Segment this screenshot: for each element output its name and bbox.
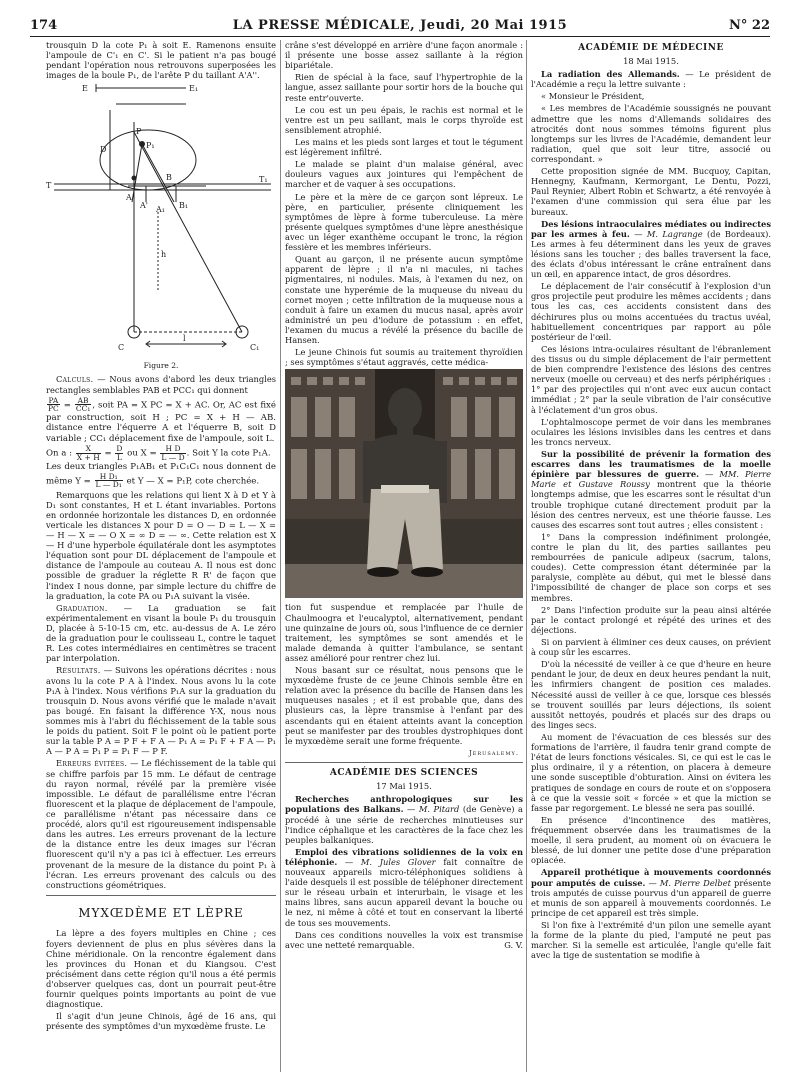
column-divider: [280, 40, 281, 1072]
article-paragraph: Si l'on fixe à l'extrémité d'un pilon une semelle ayant la forme de la plante du pied, l'amputé ne peut pas marcher. Si la semelle est articulée, l'angle qu'elle fait avec la tige de sustentation se modifie à: [531, 919, 771, 961]
letter-salutation: « Monsieur le Président,: [541, 91, 645, 102]
column-1: trousquin D la cote P₁ à soit E. Ramenons ensuite l'ampoule de C'₁ en C'. Si le patient n'a pas bougé pendant l'opération nous retrouvons superposées les images de la boule P₁, de l'arête P du taillant A'A''. E E₁ D P P₁ A A' B B₁ T T₁ h C C₁ l A₁ Figure 2. Calculs. — Nous avons d'abord les deux triangles rectangles semblables PAB et PCC₁ qui donnent $\frac{PA}{PC}$ = $\frac{AB}{\text{CC₁}}$ , soit PA = X PC = X + AC. Or, AC est fixé par construction, soit H ; PC = X + H — AB. distance entre l'équerre A et l'équerre B, soit D variable ; CC₁ déplacement fixe de l'ampoule, soit L. On a : $\frac{X}{X + H}$ = $\frac{D}{L}$ ou X = $\frac{\text{H D}}{L — D}$ . Soit Y la cote P₁A. Les deux triangles P₁AB₁ et P₁C₁C₁ nous donnent de même Y = $\frac{\text{H D₁}}{\text{L — D₁}}$ et Y — X = P₁P, cote cherchée. Remarquons que les relations qui lient X à D et Y à D₁ sont constantes, H et L étant invariables. Portons en ordonnée horizontale les distances D, en ordonnée verticale les distances X pour D = O — D = L — X = — H — X = — O X = ∞ D = — ∞. Cette relation est X — H d'une hyperbole équilatérale dont les asymptotes l'équation sont pour DL déplacement de l'ampoule et distance de l'ampoule au couteau A. Il nous est donc possible de graduer la réglette R R' de façon que l'index I nous donne, par simple lecture du chiffre de la graduation, la cote PA ou P₁A suivant la visée. Graduation. — La graduation se fait expérimentalement en visant la boule P₁ du trousquin D, placée à 5-10-15 cm, etc. au-dessus de A. Le zéro de la graduation pour le coulisseau L, contre le taquet R. Les cotes intermédiaires en centimètres se tracent par interpolation. Résultats. — Suivons les opérations décrites : nous avons lu la cote P A à l'index. Nous avons lu la cote P₁A à l'index. Nous vérifions P₁A sur la graduation du trousquin D. Nous avons vérifié que le malade n'avait pas bougé. En faisant la différence Y-X, nous nous sommes mis à l'abri du fléchissement de la table sous le poids du patient. Soit F le point où le patient porte sur la table P A = P F + F A — P₁ A = P₁ F + F A — P₁ A — P A = P₁ P = P₁ F — P F. Erreurs évitées. — Le fléchissement de la table qui se chiffre parfois par 15 mm. Le défaut de centrage du rayon normal, révélé par la première visée impossible. Le défaut de parallélisme entre l'écran fluorescent et la plaque de déplacement de l'ampoule, ce parallélisme n'étant pas nécessaire dans ce procédé, alors qu'il est rigoureusement indispensable dans les autres. Les erreurs provenant de la lecture de la distance entre les deux images sur l'écran fluorescent qu'il n'y a pas ici à effectuer. Les erreurs provenant de la mesure de la distance du point P₁ à l'écran. Les erreurs provenant des calculs ou des constructions géométriques. MYXŒDÈME ET LÈPRE La lèpre a des foyers multiples en Chine ; ces foyers deviennent de plus en plus sévères dans la Chine méridionale. On la rencontre également dans les provinces du Honan et du Kiangsou. C'est précisément dans cette région qu'il nous a été permis d'observer quelques cas, dont un pourrait peut-être fournir quelques points importants au point de vue diagnostique. Il s'agit d'un jeune Chinois, âgé de 16 ans, qui présente des symptômes d'un myxœdème fruste. Le: [46, 40, 276, 1032]
article-paragraph: Le malade se plaint d'un malaise général, avec douleurs vagues aux jointures qui l'empêchent de marcher et de vaquer à ses occupations.: [285, 159, 523, 190]
issue-number: N° 22: [729, 18, 770, 33]
report-signature: G. V.: [504, 939, 523, 950]
article-paragraph: Ces lésions intra-oculaires résultant de l'ébranlement des tissus ou du simple déplacement de l'air permettent de bien comprendre l'existence des lésions des centres nerveux (moelle ou cerveau) et des nerfs périphériques : 1° par des projectiles qui n'ont avec eux aucun contact immédiat ; 2° par la seule vibration de l'air consécutive à l'éclatement d'un gros obus.: [531, 343, 771, 415]
academie-sciences-title: ACADÉMIE DES SCIENCES: [329, 768, 479, 779]
report-title: Sur la possibilité de prévenir la formation des escarres dans les traumatismes de la moelle épinière par blessures de guerre.: [531, 449, 771, 480]
report-author: M. Pierre Delbet: [659, 877, 731, 888]
fig-label-p: P: [136, 127, 142, 137]
fig-label-a-prime: A': [140, 201, 148, 211]
article-paragraph: Rien de spécial à la face, sauf l'hypertrophie de la langue, assez saillante pour sortir hors de la bouche qui reste entr'ouverte.: [285, 72, 523, 103]
report-title: Recherches anthropologiques sur les populations des Balkans.: [285, 794, 523, 815]
fig-label-h: h: [161, 250, 167, 260]
fig-label-a: A: [126, 193, 132, 203]
column-2: crâne s'est développé en arrière d'une façon anormale : il présente une bosse assez saillante à la région bipariétale. Rien de spécial à la face, sauf l'hypertrophie de la langue, assez saillante pour sortir hors de la bouche qui reste entr'ouverte. Le cou est un peu épais, le rachis est normal et le ventre est un peu saillant, mais le corps thyroïde est sensiblement atrophié. Les mains et les pieds sont larges et tout le tégument est légèrement infiltré. Le malade se plaint d'un malaise général, avec douleurs vagues aux jointures qui l'empêchent de marcher et de vaquer à ses occupations. Le père et la mère de ce garçon sont lépreux. Le père, en particulier, présente cliniquement les symptômes de lèpre à forme tuberculeuse. La mère présente quelques symptômes d'une lèpre anesthésique avec un léger exanthème occupant le tronc, la région fessière et les membres inférieurs. Quant au garçon, il ne présente aucun symptôme apparent de lèpre ; il n'a ni macules, ni taches pigmentaires, ni nodules. Mais, à l'examen du nez, on constate une hyperémie de la muqueuse du niveau du cornet moyen ; cette infiltration de la muqueuse nous a conduit à faire un examen du mucus nasal, après avoir administré un peu d'iodure de potassium : en effet, l'examen du mucus a révélé la présence du bacille de Hansen. Le jeune Chinois fut soumis au traitement thyroïdien ; ses symptômes s'étaut aggravés, cette médica- tion fut suspendue et remplacée par l'huile de Chaulmoogra et l'eucalyptol, alternativement, pendant une quinzaine de jours où, sous l'influence de ce dernier traitement, les symptômes se sont amendés et le malade demanda à quitter l'ambulance, se sentant assez amélioré pour rentrer chez lui. Nous basant sur ce résultat, nous pensons que le myxœdème fruste de ce jeune Chinois semble être en relation avec la présence du bacille de Hansen dans les muqueuses nasales ; et il est probable que, dans des plusieurs cas, la lèpre transmise à l'enfant par des ascendants qui en étaient atteints avant la conception peut se manifester par des troubles dystrophiques dont le myxœdème serait une forme fréquente. Jérusalemy. ACADÉMIE DES SCIENCES 17 Mai 1915. Recherches anthropologiques sur les populations des Balkans. — M. Pitard (de Genève) a procédé à une série de recherches minutieuses sur l'indice céphalique et les caractères de la face chez les peuples balkaniques. Emploi des vibrations solidiennes de la voix en téléphonie. — M. Jules Glover fait connaître de nouveaux appareils micro-téléphoniques solidiens à l'aide desquels il est possible de téléphoner directement sur le réseau urbain et interurbain, le visage et les mains libres, sans aucun appareil devant la bouche ou le nez, ni même à côté et tout en conservant la liberté de tous ses mouvements. Dans ces conditions nouvelles la voix est transmise avec une netteté remarquable. G. V.: [285, 40, 523, 950]
graduation-heading: Graduation.: [56, 602, 108, 613]
calculs-heading: Calculs.: [56, 374, 94, 385]
academie-medecine-date: 18 Mai 1915.: [623, 55, 679, 66]
letter-body: « Les membres de l'Académie soussignés ne pouvant admettre que les noms d'Allemands solidaires des atrocités dont nous sommes témoins figurent plus longtemps sur les livres de l'Académie, demandent leur radiation, quel que soit leur titre, associé ou correspondant. »: [531, 103, 771, 164]
myxoedeme-paragraph: Il s'agit d'un jeune Chinois, âgé de 16 ans, qui présente des symptômes d'un myxœdème fruste. Le: [46, 1011, 276, 1032]
academie-medecine-title: ACADÉMIE DE MÉDECINE: [578, 43, 724, 53]
resultats-heading: Résultats.: [56, 665, 101, 676]
newspaper-title: LA PRESSE MÉDICALE, Jeudi, 20 Mai 1915: [232, 18, 568, 33]
formula-y: Les deux triangles P₁AB₁ et P₁C₁C₁ nous donnent de même Y = $\frac{\text{H D₁}}{\text{L — D₁}}$ et Y — X = P₁P, cote cherchée.: [46, 462, 276, 490]
column-3: ACADÉMIE DE MÉDECINE 18 Mai 1915. La radiation des Allemands. — Le président de l'Académie a reçu la lettre suivante : « Monsieur le Président, « Les membres de l'Académie soussignés ne pouvant admettre que les noms d'Allemands solidaires des atrocités dont nous sommes témoins figurent plus longtemps sur les livres de l'Académie, demandent leur radiation, quel que soit leur titre, associé ou correspondant. » Cette proposition signée de MM. Bucquoy, Capitan, Hennegny, Kaufmann, Kermorgant, Le Dentu, Pozzi, Paul Reynier, Albert Robin et Schwartz, a été renvoyée à l'examen d'une commission qui sera élue par les bureaux. Des lésions intraoculaires médiates ou indirectes par les armes à feu. — M. Lagrange (de Bordeaux). Les armes à feu déterminent dans les yeux de graves lésions sans les toucher ; des balles traversent la face, des éclats d'obus intéressant le crâne entraînent dans un œil, en apparence intact, de gros désordres. Le déplacement de l'air consécutif à l'explosion d'un gros projectile peut produire les mêmes accidents ; dans tous les cas, ces accidents consistent dans des déchirures plus ou moins accentuées du tractus uvéal, habituellement concentriques par rapport au pôle postérieur de l'œil. Ces lésions intra-oculaires résultant de l'ébranlement des tissus ou du simple déplacement de l'air permettent de bien comprendre l'existence des lésions des centres nerveux (moelle ou cerveau) et des nerfs périphériques : 1° par des projectiles qui n'ont avec eux aucun contact immédiat ; 2° par la seule vibration de l'air consécutive à l'éclatement d'un gros obus. L'ophtalmoscope permet de voir dans les membranes oculaires les lésions invisibles dans les centres et dans les troncs nerveux. Sur la possibilité de prévenir la formation des escarres dans les traumatismes de la moelle épinière par blessures de guerre. — MM. Pierre Marie et Gustave Roussy montrent que la théorie longtemps admise, que les escarres sont le résultat d'un trouble trophique cutané directement produit par la lésion des centres nerveux, est une théorie fausse. Les causes des escarres sont tout autres ; elles consistent : 1° Dans la compression indéfiniment prolongée, contre le plan du lit, des parties saillantes peu rembourrées de panicule adipeux (sacrum, talons, coudes). Cette compression étant déterminée par la paralysie, complète au début, qui met le blessé dans l'impossibilité de changer de place son corps et ses membres. 2° Dans l'infection produite sur la peau ainsi altérée par le contact prolongé et répété des urines et des déjections. Si on parvient à éliminer ces deux causes, on prévient à coup sûr les escarres. D'où la nécessité de veiller à ce que d'heure en heure pendant le jour, de deux en deux heures pendant la nuit, les infirmiers changent de position ces malades. Nécessité aussi de veiller à ce que, lorsque ces blessés se trouvent souillés par leurs déjections, ils soient aussitôt nettoyés, poudrés et placés sur des draps ou des linges secs. Au moment de l'évacuation de ces blessés sur des formations de l'arrière, il faudra tenir grand compte de l'état de leurs fonctions vésicales. Si, ce qui est le cas le plus ordinaire, il y a rétention, on placera à demeure une sonde susceptible d'obturation. Ainsi on évitera les pratiques de sondage en cours de route et on s'opposera à ce que la vessie soit « forcée » et que la miction se fasse par regorgement. Le blessé ne sera pas souillé. En présence d'incontinence des matières, fréquemment observée dans les traumatismes de la moelle, il sera prudent, au moment où on évacuera le blessé, de lui donner une petite dose d'une préparation opiacée. Appareil prothétique à mouvements coordonnés pour amputés de cuisse. — M. Pierre Delbet présente trois amputés de cuisse pourvus d'un appareil de guerre et munis de son appareil à mouvements coordonnés. Le principe de cet appareil est très simple. Si l'on fixe à l'extrémité d'un pilon une semelle ayant la forme de la plante du pied, l'amputé ne peut pas marcher. Si la semelle est articulée, l'angle qu'elle fait avec la tige de sustentation se modifie à: [531, 43, 771, 961]
fig-label-c: C: [118, 343, 125, 353]
calculs-remarks: Remarquons que les relations qui lient X à D et Y à D₁ sont constantes, H et L étant invariables. Portons en ordonnée horizontale les distances D, en ordonnée verticale les distances X pour D = O — D = L — X = — H — X = — O X = ∞ D = — ∞. Cette relation est X — H d'une hyperbole équilatérale dont les asymptotes l'équation sont pour DL déplacement de l'ampoule et distance de l'ampoule au couteau A. Il nous est donc possible de graduer la réglette R R' de façon que l'index I nous donne, par simple lecture du chiffre de la graduation, la cote PA ou P₁A suivant la visée.: [46, 489, 276, 601]
masthead: [30, 18, 770, 37]
patient-photograph: [285, 369, 523, 598]
article-paragraph: Le père et la mère de ce garçon sont lépreux. Le père, en particulier, présente cliniquement les symptômes de lèpre à forme tuberculeuse. La mère présente quelques symptômes d'une lèpre anesthésique avec un léger exanthème occupant le tronc, la région fessière et les membres inférieurs.: [285, 191, 523, 253]
article-paragraph: crâne s'est développé en arrière d'une façon anormale : il présente une bosse assez saillante à la région bipariétale.: [285, 40, 523, 71]
column-divider: [526, 40, 527, 1072]
article-paragraph: Cette proposition signée de MM. Bucquoy, Capitan, Hennegny, Kaufmann, Kermorgant, Le Dentu, Pozzi, Paul Reynier, Albert Robin et Schwartz, a été renvoyée à l'examen d'une commission qui sera élue par les bureaux.: [531, 166, 771, 217]
article-paragraph: tion fut suspendue et remplacée par l'huile de Chaulmoogra et l'eucalyptol, alternativement, pendant une quinzaine de jours où, sous l'influence de ce dernier traitement, les symptômes se sont amendés et le malade demanda à quitter l'ambulance, se sentant assez amélioré pour rentrer chez lui.: [285, 602, 523, 663]
fig-label-e: E: [82, 84, 88, 94]
fig-label-c1: C₁: [250, 343, 260, 353]
author-signature: Jérusalemy.: [469, 748, 519, 757]
article-paragraph: Quant au garçon, il ne présente aucun symptôme apparent de lèpre ; il n'a ni macules, ni taches pigmentaires, ni nodules. Mais, à l'examen du nez, on constate une hyperémie de la muqueuse du niveau du cornet moyen ; cette infiltration de la muqueuse nous a conduit à faire un examen du mucus nasal, après avoir administré un peu d'iodure de potassium : en effet, l'examen du mucus a révélé la présence du bacille de Hansen.: [285, 254, 523, 346]
report-title: Emploi des vibrations solidiennes de la voix en téléphonie.: [285, 846, 523, 867]
fig-label-t: T: [46, 181, 52, 191]
article-paragraph: 2° Dans l'infection produite sur la peau ainsi altérée par le contact prolongé et répété des urines et des déjections.: [531, 604, 771, 635]
radiography-diagram: [46, 82, 276, 352]
article-paragraph: Si on parvient à éliminer ces deux causes, on prévient à coup sûr les escarres.: [531, 636, 771, 658]
geometry-figure: [46, 82, 276, 370]
myxoedeme-title: MYXŒDÈME ET LÈPRE: [78, 905, 244, 920]
report-author: M. Jules Glover: [360, 856, 436, 867]
article-paragraph: Le jeune Chinois fut soumis au traitement thyroïdien ; ses symptômes s'étaut aggravés, cette médica-: [285, 347, 523, 368]
formula-ratio: $\frac{PA}{PC}$ = $\frac{AB}{\text{CC₁}}$ , soit PA = X PC = X + AC. Or, AC est fixé par construction, soit H ; PC = X + H — AB. distance entre l'équerre A et l'équerre B, soit D variable ; CC₁ déplacement fixe de l'ampoule, soit L.: [46, 395, 276, 444]
report-title: La radiation des Allemands.: [541, 69, 680, 80]
academie-sciences-date: 17 Mai 1915.: [376, 781, 432, 792]
report-author: M. Pitard: [418, 804, 460, 815]
article-paragraph: D'où la nécessité de veiller à ce que d'heure en heure pendant le jour, de deux en deux heures pendant la nuit, les infirmiers changent de position ces malades. Nécessité aussi de veiller à ce que, lorsque ces blessés se trouvent souillés par leurs déjections, ils soient aussitôt nettoyés, poudrés et placés sur des draps ou des linges secs.: [531, 659, 771, 730]
article-paragraph: Nous basant sur ce résultat, nous pensons que le myxœdème fruste de ce jeune Chinois semble être en relation avec la présence du bacille de Hansen dans les muqueuses nasales ; et il est probable que, dans des plusieurs cas, la lèpre transmise à l'enfant par des ascendants qui en étaient atteints avant la conception peut se manifester par des troubles dystrophiques dont le myxœdème serait une forme fréquente.: [285, 665, 523, 746]
photo-image: [285, 369, 523, 598]
erreurs-heading: Erreurs évitées.: [56, 758, 128, 769]
page-number: 174: [30, 18, 58, 33]
myxoedeme-paragraph: La lèpre a des foyers multiples en Chine ; ces foyers deviennent de plus en plus sévères dans la Chine méridionale. On la rencontre également dans les provinces du Honan et du Kiangsou. C'est précisément dans cette région qu'il nous a été permis d'observer quelques cas, dont un pourrait peut-être fournir quelques points importants au point de vue diagnostique.: [46, 928, 276, 1010]
formula-x: On a : $\frac{X}{X + H}$ = $\frac{D}{L}$ ou X = $\frac{\text{H D}}{L — D}$ . Soit Y la cote P₁A.: [46, 444, 271, 462]
report-author: M. Lagrange: [646, 228, 703, 239]
fig-label-a1: A₁: [156, 205, 165, 215]
report-title: Appareil prothétique à mouvements coordonnés pour amputés de cuisse.: [531, 867, 771, 888]
fig-label-e1: E₁: [189, 84, 199, 94]
fig-label-t1: T₁: [259, 175, 268, 185]
section-divider: [46, 895, 276, 896]
intro-paragraph: trousquin D la cote P₁ à soit E. Ramenons ensuite l'ampoule de C'₁ en C'. Si le patient n'a pas bougé pendant l'opération nous retrouvons superposées les images de la boule P₁, de l'arête P du taillant A'A''.: [46, 40, 276, 81]
section-divider: [285, 762, 523, 763]
fig-label-b: B: [166, 173, 172, 183]
article-paragraph: L'ophtalmoscope permet de voir dans les membranes oculaires les lésions invisibles dans les centres et dans les troncs nerveux.: [531, 416, 771, 447]
fig-label-d: D: [100, 145, 107, 155]
article-paragraph: Le déplacement de l'air consécutif à l'explosion d'un gros projectile peut produire les mêmes accidents ; dans tous les cas, ces accidents consistent dans des déchirures plus ou moins accentuées du tractus uvéal, habituellement concentriques par rapport au pôle postérieur de l'œil.: [531, 281, 771, 342]
figure-caption: Figure 2.: [143, 361, 179, 371]
article-paragraph: En présence d'incontinence des matières, fréquemment observée dans les traumatismes de la moelle, il sera prudent, au moment où on évacuera le blessé, de lui donner une petite dose d'une préparation opiacée.: [531, 814, 771, 866]
article-paragraph: Les mains et les pieds sont larges et tout le tégument est légèrement infiltré.: [285, 136, 523, 158]
fig-label-p1: P₁: [146, 141, 155, 151]
report-author: MM. Pierre Marie et Gustave Roussy: [531, 469, 771, 490]
report-title: Des lésions intraoculaires médiates ou indirectes par les armes à feu.: [531, 218, 771, 239]
fig-label-b1: B₁: [179, 201, 189, 211]
fig-label-l: l: [183, 334, 186, 344]
article-paragraph: Au moment de l'évacuation de ces blessés sur des formations de l'arrière, il faudra tenir grand compte de l'état de leurs fonctions vésicales. Si, ce qui est le cas le plus ordinaire, il y a rétention, on placera à demeure une sonde susceptible d'obturation. Ainsi on évitera les pratiques de sondage en cours de route et on s'opposera à ce que la vessie soit « forcée » et que la miction se fasse par regorgement. Le blessé ne sera pas souillé.: [531, 731, 771, 813]
article-paragraph: Le cou est un peu épais, le rachis est normal et le ventre est un peu saillant, mais le corps thyroïde est sensiblement atrophié.: [285, 104, 523, 135]
article-paragraph: 1° Dans la compression indéfiniment prolongée, contre le plan du lit, des parties saillantes peu rembourrées de panicule adipeux (sacrum, talons, coudes). Cette compression étant déterminée par la paralysie, complète au début, qui met le blessé dans l'impossibilité de changer de place son corps et ses membres.: [531, 531, 771, 603]
